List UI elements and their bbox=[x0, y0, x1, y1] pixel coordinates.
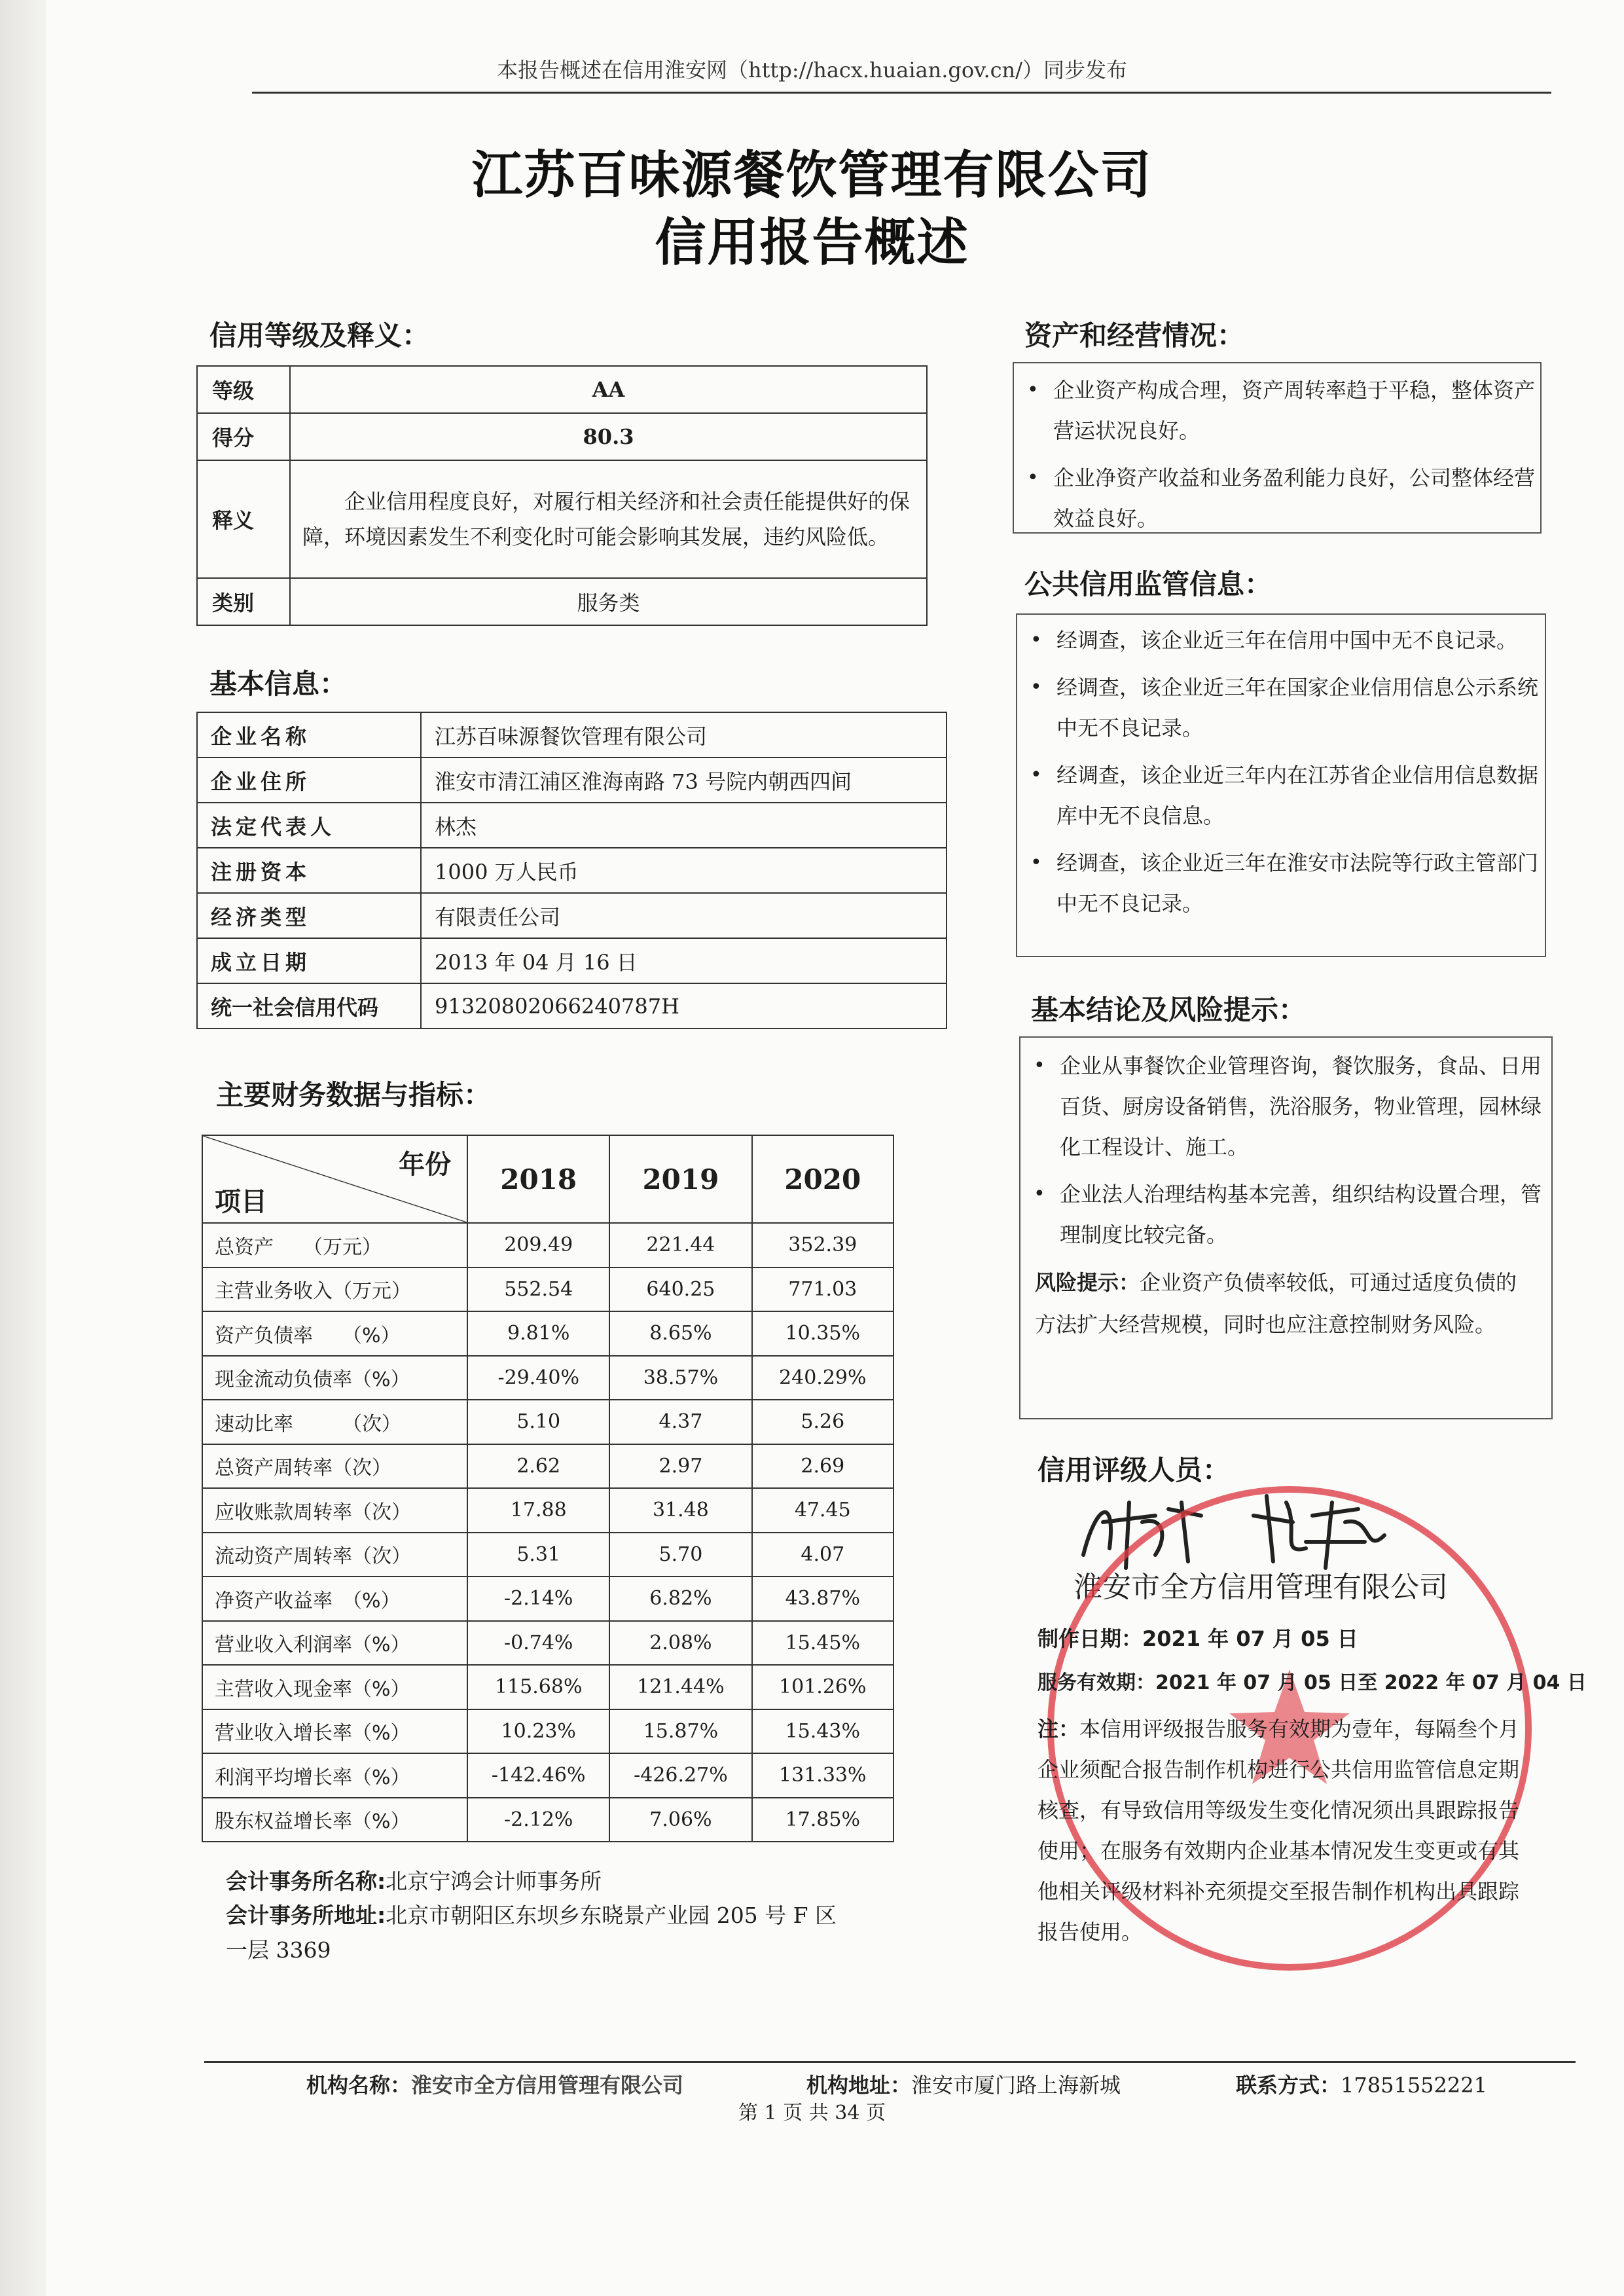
basic-row bbox=[197, 712, 947, 757]
firm-name-value: 北京宁鸿会计师事务所 bbox=[386, 1868, 602, 1894]
finance-value-cell: 47.45 bbox=[752, 1488, 893, 1533]
basic-row bbox=[197, 983, 947, 1029]
basic-value: 江苏百味源餐饮管理有限公司 bbox=[421, 712, 947, 757]
valid-value: 2021 年 07 月 05 日至 2022 年 07 月 04 日 bbox=[1155, 1671, 1587, 1694]
footer-org bbox=[306, 2069, 683, 2099]
finance-value-cell: 10.23% bbox=[467, 1709, 609, 1754]
finance-value-cell: 131.33% bbox=[752, 1753, 893, 1798]
basic-label: 成立日期 bbox=[197, 938, 421, 983]
basic-row bbox=[197, 757, 947, 803]
finance-item-label: 营业收入利润率（%） bbox=[202, 1621, 467, 1666]
assets-item: • 企业净资产收益和业务盈利能力良好，公司整体经营效益良好。 bbox=[1014, 458, 1540, 539]
finance-row bbox=[202, 1798, 893, 1842]
finance-value-cell: -29.40% bbox=[467, 1356, 609, 1400]
finance-item-label: 总资产 （万元） bbox=[202, 1223, 467, 1267]
header-rule bbox=[252, 92, 1551, 94]
basic-info-heading: 基本信息： bbox=[209, 668, 348, 700]
finance-value-cell: 43.87% bbox=[752, 1576, 893, 1621]
validity-note bbox=[1038, 1709, 1535, 1952]
public-credit-heading: 公共信用监管信息： bbox=[1024, 568, 1272, 600]
finance-item-label: 股东权益增长率（%） bbox=[202, 1798, 467, 1842]
finance-value-cell: -0.74% bbox=[467, 1621, 609, 1666]
meaning-label: 释义 bbox=[197, 460, 290, 578]
finance-value-cell: -2.12% bbox=[467, 1798, 609, 1842]
finance-item-label: 主营业务收入（万元） bbox=[202, 1267, 467, 1312]
basic-label: 法定代表人 bbox=[197, 803, 421, 848]
finance-item-label: 净资产收益率 （%） bbox=[202, 1576, 467, 1621]
finance-value-cell: 2.97 bbox=[609, 1444, 751, 1489]
finance-value-cell: 5.70 bbox=[609, 1533, 751, 1577]
finance-item-label: 总资产周转率（次） bbox=[202, 1444, 467, 1489]
finance-row bbox=[202, 1533, 893, 1577]
valid-label: 服务有效期： bbox=[1038, 1671, 1155, 1694]
public-credit-item: • 经调查，该企业近三年内在江苏省企业信用信息数据库中无不良信息。 bbox=[1017, 755, 1545, 836]
finance-value-cell: 2.08% bbox=[609, 1621, 751, 1666]
finance-value-cell: 17.85% bbox=[752, 1798, 893, 1842]
basic-label: 企业住所 bbox=[197, 757, 421, 803]
corner-year-label: 年份 bbox=[399, 1150, 452, 1180]
assets-item: • 企业资产构成合理，资产周转率趋于平稳，整体资产营运状况良好。 bbox=[1014, 370, 1540, 451]
finance-value-cell: 771.03 bbox=[752, 1267, 893, 1312]
basic-row bbox=[197, 848, 947, 893]
finance-item-label: 流动资产周转率（次） bbox=[202, 1533, 467, 1577]
finance-row bbox=[202, 1488, 893, 1533]
conclusion-box bbox=[1019, 1036, 1553, 1419]
year-header: 2020 bbox=[752, 1135, 893, 1223]
finance-row bbox=[202, 1311, 893, 1356]
conclusion-item: • 企业法人治理结构基本完善，组织结构设置合理，管理制度比较完备。 bbox=[1020, 1174, 1551, 1255]
score-label: 得分 bbox=[197, 413, 290, 460]
footer-addr-value: 淮安市厦门路上海新城 bbox=[911, 2073, 1121, 2098]
basic-value: 91320802066240787H bbox=[421, 983, 947, 1029]
risk-note bbox=[1020, 1262, 1551, 1345]
basic-value: 有限责任公司 bbox=[421, 893, 947, 938]
finance-corner-cell bbox=[202, 1135, 467, 1223]
footer-address bbox=[806, 2069, 1121, 2099]
finance-value-cell: 2.62 bbox=[467, 1444, 609, 1489]
finance-row bbox=[202, 1709, 893, 1754]
basic-label: 企业名称 bbox=[197, 712, 421, 757]
finance-value-cell: 101.26% bbox=[752, 1665, 893, 1709]
category-value: 服务类 bbox=[290, 578, 927, 625]
finance-value-cell: -142.46% bbox=[467, 1753, 609, 1798]
finance-value-cell: 240.29% bbox=[752, 1356, 893, 1400]
footer-org-label: 机构名称： bbox=[306, 2073, 412, 2098]
finance-value-cell: 9.81% bbox=[467, 1311, 609, 1356]
finance-item-label: 速动比率 （次） bbox=[202, 1400, 467, 1444]
date-value: 2021 年 07 月 05 日 bbox=[1142, 1626, 1358, 1651]
public-credit-item: • 经调查，该企业近三年在信用中国中无不良记录。 bbox=[1017, 620, 1545, 661]
basic-value: 1000 万人民币 bbox=[421, 848, 947, 893]
finance-item-label: 主营收入现金率（%） bbox=[202, 1665, 467, 1709]
finance-item-label: 现金流动负债率（%） bbox=[202, 1356, 467, 1400]
rating-table bbox=[196, 365, 928, 626]
assets-box bbox=[1013, 362, 1542, 534]
finance-item-label: 营业收入增长率（%） bbox=[202, 1709, 467, 1754]
basic-label: 注册资本 bbox=[197, 848, 421, 893]
finance-row bbox=[202, 1223, 893, 1267]
finance-value-cell: 640.25 bbox=[609, 1267, 751, 1312]
finance-heading: 主要财务数据与指标： bbox=[216, 1079, 492, 1111]
firm-name-label: 会计事务所名称: bbox=[226, 1868, 386, 1894]
grade-value: AA bbox=[290, 366, 927, 413]
finance-value-cell: 17.88 bbox=[467, 1488, 609, 1533]
basic-row bbox=[197, 893, 947, 938]
public-credit-item: • 经调查，该企业近三年在国家企业信用信息公示系统中无不良记录。 bbox=[1017, 667, 1545, 748]
firm-addr-label: 会计事务所地址: bbox=[226, 1903, 386, 1928]
finance-row bbox=[202, 1356, 893, 1400]
footer-rule bbox=[204, 2061, 1576, 2063]
validity-period bbox=[1038, 1666, 1587, 1695]
finance-row bbox=[202, 1621, 893, 1666]
finance-value-cell: 5.10 bbox=[467, 1400, 609, 1444]
basic-row bbox=[197, 803, 947, 848]
finance-item-label: 资产负债率 （%） bbox=[202, 1311, 467, 1356]
finance-row bbox=[202, 1576, 893, 1621]
report-title-company: 江苏百味源餐饮管理有限公司 bbox=[471, 146, 1153, 205]
risk-label: 风险提示： bbox=[1035, 1270, 1140, 1295]
basic-row bbox=[197, 938, 947, 983]
finance-item-label: 利润平均增长率（%） bbox=[202, 1753, 467, 1798]
finance-row bbox=[202, 1665, 893, 1709]
finance-value-cell: 15.43% bbox=[752, 1709, 893, 1754]
finance-value-cell: 6.82% bbox=[609, 1576, 751, 1621]
score-value: 80.3 bbox=[290, 413, 927, 460]
date-label: 制作日期： bbox=[1038, 1626, 1143, 1651]
finance-value-cell: 38.57% bbox=[609, 1356, 751, 1400]
rating-heading: 信用等级及释义： bbox=[209, 319, 430, 352]
basic-value: 淮安市清江浦区淮海南路 73 号院内朝西四间 bbox=[421, 757, 947, 803]
rating-agency-name: 淮安市全方信用管理有限公司 bbox=[1074, 1571, 1448, 1604]
footer-addr-label: 机构地址： bbox=[806, 2073, 912, 2098]
finance-value-cell: 5.26 bbox=[752, 1400, 893, 1444]
corner-item-label: 项目 bbox=[215, 1187, 267, 1217]
finance-value-cell: 352.39 bbox=[752, 1223, 893, 1267]
accounting-firm-name bbox=[226, 1865, 602, 1895]
report-date bbox=[1038, 1622, 1358, 1652]
grade-label: 等级 bbox=[197, 366, 290, 413]
note-text: 本信用评级报告服务有效期为壹年，每隔叁个月企业须配合报告制作机构进行公共信用监管信息定期核查，有导致信用等级发生变化情况须出具跟踪报告使用；在服务有效期内企业基本情况发生变更或有其他相关评级材料补充须提交至报告制作机构出具跟踪报告使用。 bbox=[1038, 1717, 1520, 1944]
meaning-text: 企业信用程度良好，对履行相关经济和社会责任能提供好的保障，环境因素发生不利变化时可能会影响其发展，违约风险低。 bbox=[290, 460, 927, 578]
year-header: 2019 bbox=[609, 1135, 751, 1223]
finance-value-cell: 552.54 bbox=[467, 1267, 609, 1312]
report-title: 信用报告概述 bbox=[655, 213, 969, 272]
finance-row bbox=[202, 1753, 893, 1798]
category-label: 类别 bbox=[197, 578, 290, 625]
finance-value-cell: 209.49 bbox=[467, 1223, 609, 1267]
finance-row bbox=[202, 1267, 893, 1312]
risk-text: 企业资产负债率较低，可通过适度负债的方法扩大经营规模，同时也应注意控制财务风险。 bbox=[1035, 1270, 1517, 1337]
finance-value-cell: 221.44 bbox=[609, 1223, 751, 1267]
header-banner: 本报告概述在信用淮安网（http://hacx.huaian.gov.cn/）同步发布 bbox=[497, 58, 1127, 82]
footer-org-value: 淮安市全方信用管理有限公司 bbox=[411, 2073, 684, 2098]
conclusion-item: • 企业从事餐饮企业管理咨询，餐饮服务，食品、日用百货、厨房设备销售，洗浴服务，物业管理，园林绿化工程设计、施工。 bbox=[1020, 1046, 1551, 1167]
finance-value-cell: 2.69 bbox=[752, 1444, 893, 1489]
basic-info-table bbox=[196, 712, 947, 1029]
finance-value-cell: 4.37 bbox=[609, 1400, 751, 1444]
finance-value-cell: 15.87% bbox=[609, 1709, 751, 1754]
footer-contact-value: 17851552221 bbox=[1341, 2073, 1487, 2098]
finance-value-cell: 10.35% bbox=[752, 1311, 893, 1356]
finance-item-label: 应收账款周转率（次） bbox=[202, 1488, 467, 1533]
basic-value: 2013 年 04 月 16 日 bbox=[421, 938, 947, 983]
footer-contact-label: 联系方式： bbox=[1236, 2073, 1341, 2098]
page-number: 第 1 页 共 34 页 bbox=[738, 2102, 886, 2124]
year-header: 2018 bbox=[467, 1135, 609, 1223]
conclusion-heading: 基本结论及风险提示： bbox=[1031, 994, 1307, 1026]
footer-contact bbox=[1236, 2069, 1487, 2099]
scan-binding-shadow bbox=[0, 0, 46, 2296]
finance-value-cell: 115.68% bbox=[467, 1665, 609, 1709]
rating-staff-heading: 信用评级人员： bbox=[1038, 1454, 1231, 1486]
note-label: 注： bbox=[1038, 1717, 1080, 1741]
basic-label: 统一社会信用代码 bbox=[197, 983, 421, 1029]
finance-value-cell: 7.06% bbox=[609, 1798, 751, 1842]
accounting-firm-address bbox=[226, 1899, 837, 1929]
finance-value-cell: 4.07 bbox=[752, 1533, 893, 1577]
firm-addr-line2: 一层 3369 bbox=[226, 1937, 331, 1963]
finance-value-cell: 8.65% bbox=[609, 1311, 751, 1356]
finance-value-cell: -2.14% bbox=[467, 1576, 609, 1621]
firm-addr-value: 北京市朝阳区东坝乡东晓景产业园 205 号 F 区 bbox=[386, 1903, 837, 1928]
finance-value-cell: 121.44% bbox=[609, 1665, 751, 1709]
finance-table bbox=[202, 1135, 894, 1842]
finance-row bbox=[202, 1400, 893, 1444]
finance-row bbox=[202, 1444, 893, 1489]
basic-value: 林杰 bbox=[421, 803, 947, 848]
public-credit-item: • 经调查，该企业近三年在淮安市法院等行政主管部门中无不良记录。 bbox=[1017, 843, 1545, 924]
finance-value-cell: -426.27% bbox=[609, 1753, 751, 1798]
public-credit-box bbox=[1016, 613, 1546, 957]
assets-heading: 资产和经营情况： bbox=[1024, 319, 1245, 352]
basic-label: 经济类型 bbox=[197, 893, 421, 938]
finance-value-cell: 15.45% bbox=[752, 1621, 893, 1666]
finance-value-cell: 5.31 bbox=[467, 1533, 609, 1577]
finance-value-cell: 31.48 bbox=[609, 1488, 751, 1533]
